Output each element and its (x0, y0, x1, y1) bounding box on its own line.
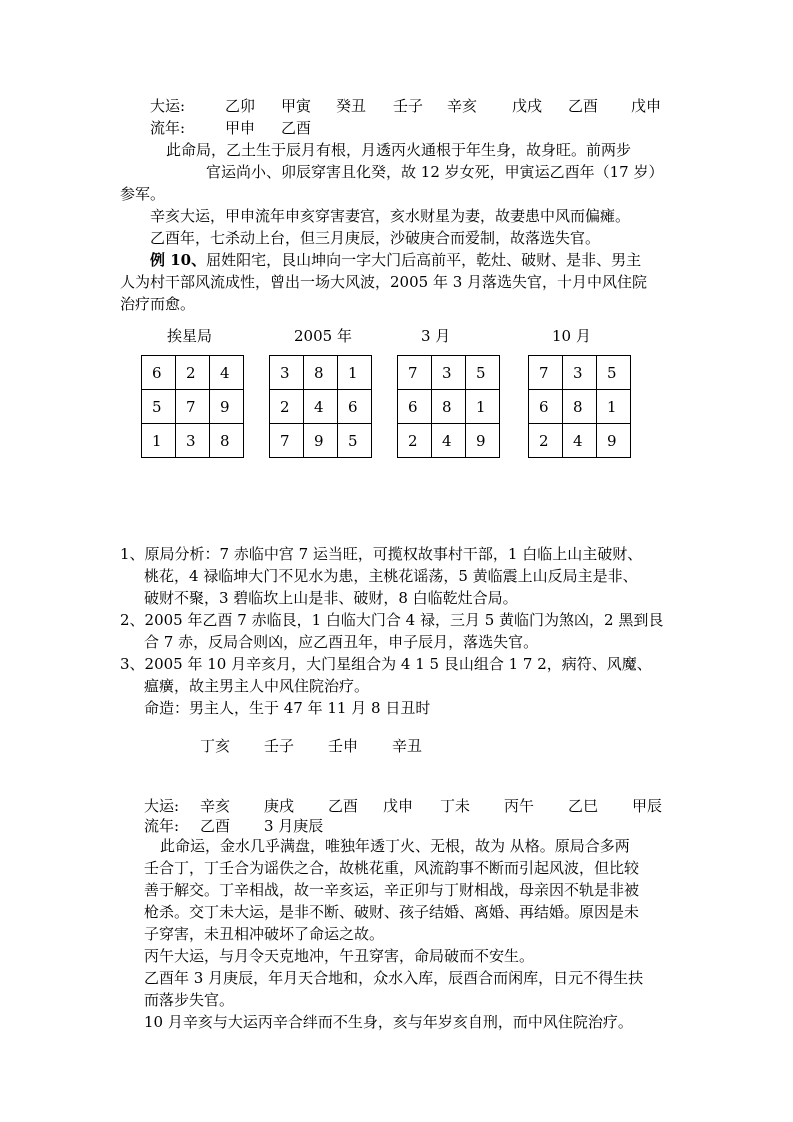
bazi-pillar: 壬申 (328, 737, 359, 755)
para2-line: 壬合丁，丁壬合为谣佚之合，故桃花重，风流韵事不断而引起风波，但比较 (144, 859, 640, 877)
dayun-item: 戊申 (383, 797, 414, 815)
grid-cell: 1 (152, 431, 162, 450)
grid-cell: 3 (280, 363, 290, 382)
para2-line: 子穿害，未丑相冲破坏了命运之故。 (144, 925, 385, 943)
grid-cell: 4 (314, 397, 324, 416)
para2-line: 丙午大运，与月令天克地冲，午丑穿害，命局破而不安生。 (144, 947, 535, 965)
grid-cell: 3 (573, 363, 583, 382)
analysis-line: 1、原局分析：7 赤临中宫 7 运当旺，可揽权故事村干部，1 白临上山主破财、 (120, 545, 643, 563)
grid-title: 2005 年 (294, 327, 352, 345)
dayun-item: 乙酉 (568, 97, 599, 115)
star-grid-march (397, 355, 500, 458)
grid-cell: 5 (348, 431, 358, 450)
star-grid-october (528, 355, 631, 458)
grid-cell: 8 (314, 363, 324, 382)
analysis-line: 瘟癀，故主男主人中风住院治疗。 (144, 677, 370, 695)
example-line: 治疗而愈。 (120, 295, 196, 313)
grid-cell: 6 (408, 397, 418, 416)
liunian-item: 乙酉 (281, 119, 312, 137)
dayun-item: 壬子 (393, 97, 424, 115)
grid-cell: 6 (152, 363, 162, 382)
grid-cell: 7 (408, 363, 418, 382)
dayun-item: 乙卯 (225, 97, 256, 115)
liunian-item: 乙酉 (200, 817, 231, 835)
bazi-pillar: 辛丑 (392, 737, 423, 755)
grid-cell: 9 (607, 431, 617, 450)
analysis-line: 合 7 赤，反局合则凶，应乙酉丑年，申子辰月，落选失官。 (144, 633, 539, 651)
grid-cell: 1 (348, 363, 358, 382)
example-line: 人为村干部风流成性，曾出一场大风波，2005 年 3 月落选失官，十月中风住院 (120, 273, 648, 291)
grid-cell: 2 (539, 431, 549, 450)
grid-cell: 5 (152, 397, 162, 416)
dayun-item: 乙巳 (568, 797, 599, 815)
dayun-item: 辛亥 (447, 97, 478, 115)
grid-cell: 9 (220, 397, 230, 416)
grid-cell: 4 (573, 431, 583, 450)
para2-line: 此命运，金水几乎满盘，唯独年透丁火、无根，故为 从格。原局合多两 (160, 837, 630, 855)
para1-line: 参军。 (120, 185, 166, 203)
grid-cell: 3 (186, 431, 196, 450)
grid-cell: 8 (220, 431, 230, 450)
liunian-label: 流年: (150, 119, 186, 137)
para1-line: 此命局，乙土生于辰月有根，月透丙火通根于年生身，故身旺。前两步 (166, 141, 632, 159)
dayun-row-1 (0, 96, 793, 116)
dayun-item: 庚戌 (264, 797, 295, 815)
grid-cell: 9 (476, 431, 486, 450)
dayun-item: 甲寅 (281, 97, 312, 115)
para1-line: 乙酉年，七杀动上台，但三月庚辰，沙破庚合而爱制，故落选失官。 (150, 229, 601, 247)
liunian-item: 甲申 (225, 119, 256, 137)
grid-cell: 4 (442, 431, 452, 450)
dayun-item: 乙酉 (328, 797, 359, 815)
liunian-row-2 (0, 816, 793, 836)
grid-cell: 1 (607, 397, 617, 416)
grid-cell: 8 (573, 397, 583, 416)
grid-cell: 2 (280, 397, 290, 416)
analysis-line: 3、2005 年 10 月辛亥月，大门星组合为 4 1 5 艮山组合 1 7 2，病符、风魔、 (120, 655, 652, 673)
star-grid-base (141, 355, 244, 458)
grid-cell: 5 (476, 363, 486, 382)
dayun-item: 甲辰 (632, 797, 663, 815)
grid-title: 挨星局 (167, 327, 213, 345)
bazi-pillar: 丁亥 (200, 737, 231, 755)
grid-cell: 7 (280, 431, 290, 450)
para2-line: 而落步失官。 (144, 991, 235, 1009)
para2-line: 乙酉年 3 月庚辰，年月天合地和，众水入库，辰酉合而闲库，日元不得生扶 (144, 969, 644, 987)
dayun-item: 戊申 (631, 97, 662, 115)
grid-cell: 3 (442, 363, 452, 382)
grid-cell: 2 (408, 431, 418, 450)
dayun-label: 大运: (144, 797, 180, 815)
analysis-line: 破财不聚，3 碧临坎上山是非、破财，8 白临乾灶合局。 (144, 589, 518, 607)
grid-cell: 2 (186, 363, 196, 382)
example-line-1 (150, 250, 641, 270)
para2-line: 10 月辛亥与大运丙辛合绊而不生身，亥与年岁亥自刑，而中风住院治疗。 (144, 1013, 633, 1031)
grid-cell: 5 (607, 363, 617, 382)
para1-line: 官运尚小、卯辰穿害且化癸，故 12 岁女死，甲寅运乙酉年（17 岁） (206, 163, 664, 181)
grid-cell: 7 (186, 397, 196, 416)
star-grid-2005 (269, 355, 372, 458)
analysis-line: 命造：男主人，生于 47 年 11 月 8 日丑时 (144, 699, 431, 717)
liunian-row-1 (0, 118, 793, 138)
example-label: 例 10、 (150, 251, 207, 269)
dayun-label: 大运: (150, 97, 186, 115)
liunian-label: 流年: (144, 817, 180, 835)
grid-cell: 1 (476, 397, 486, 416)
grid-title: 3 月 (421, 327, 451, 345)
dayun-item: 戊戌 (512, 97, 543, 115)
example-text: 屈姓阳宅，艮山坤向一字大门后高前平，乾灶、破财、是非、男主 (206, 251, 642, 269)
grid-cell: 6 (348, 397, 358, 416)
grid-cell: 4 (220, 363, 230, 382)
grid-cell: 9 (314, 431, 324, 450)
para2-line: 善于解交。丁辛相战，故一辛亥运，辛正卯与丁财相战，母亲因不轨是非被 (144, 881, 640, 899)
dayun-row-2 (0, 796, 793, 816)
bazi-pillar: 壬子 (264, 737, 295, 755)
dayun-item: 辛亥 (200, 797, 231, 815)
dayun-item: 丙午 (504, 797, 535, 815)
bazi-row (0, 736, 793, 756)
grid-title: 10 月 (552, 327, 591, 345)
grid-cell: 6 (539, 397, 549, 416)
analysis-line: 桃花，4 禄临坤大门不见水为患，主桃花谣荡，5 黄临震上山反局主是非、 (144, 567, 638, 585)
analysis-line: 2、2005 年乙酉 7 赤临艮，1 白临大门合 4 禄，三月 5 黄临门为煞凶，2 黑到艮 (120, 611, 664, 629)
para1-line: 辛亥大运，甲申流年申亥穿害妻宫，亥水财星为妻，故妻患中风而偏瘫。 (150, 207, 631, 225)
liunian-item: 3 月庚辰 (264, 817, 324, 835)
grid-cell: 8 (442, 397, 452, 416)
dayun-item: 癸丑 (336, 97, 367, 115)
dayun-item: 丁未 (440, 797, 471, 815)
para2-line: 枪杀。交丁未大运，是非不断、破财、孩子结婚、离婚、再结婚。原因是未 (144, 903, 640, 921)
grid-cell: 7 (539, 363, 549, 382)
